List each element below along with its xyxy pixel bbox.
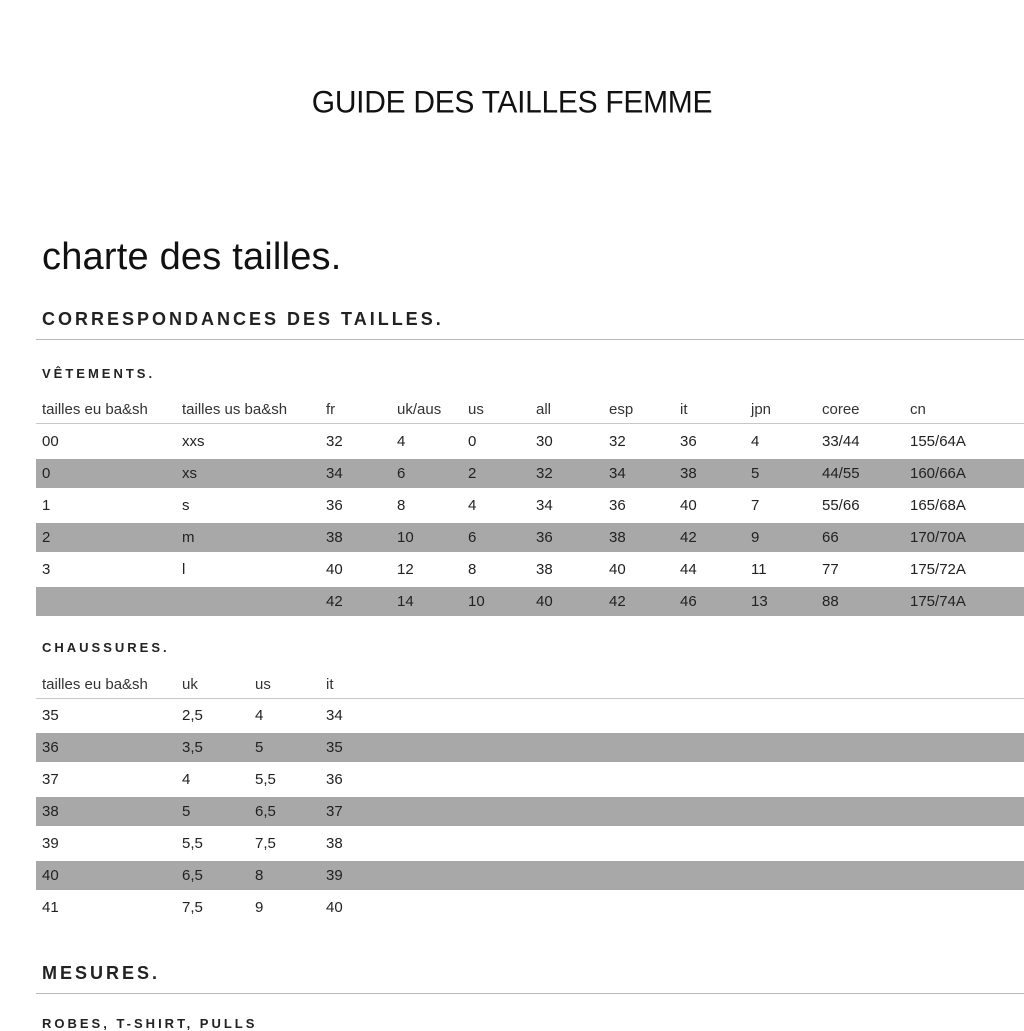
mesures-heading: MESURES.: [42, 963, 161, 983]
chaussures-header-row: [36, 670, 1024, 699]
column-header: tailles us ba&sh: [182, 401, 288, 418]
table-cell: 12: [397, 561, 414, 578]
table-cell: 40: [680, 497, 697, 514]
table-cell: 36: [42, 739, 59, 756]
table-cell: 3: [42, 561, 51, 578]
column-header: us: [468, 401, 484, 418]
table-cell: 6: [468, 529, 477, 546]
table-cell: 39: [42, 835, 59, 852]
table-cell: 38: [680, 465, 697, 482]
table-cell: 40: [536, 593, 553, 610]
table-cell: 40: [609, 561, 626, 578]
table-cell: 160/66A: [910, 465, 966, 482]
table-cell: 1: [42, 497, 51, 514]
table-row: [36, 427, 1024, 456]
table-row: [36, 701, 1024, 730]
table-cell: 2,5: [182, 707, 203, 724]
column-header: all: [536, 401, 552, 418]
table-row: [36, 459, 1024, 488]
table-cell: 40: [326, 899, 343, 916]
table-cell: 77: [822, 561, 839, 578]
table-row: [36, 523, 1024, 552]
table-cell: 39: [326, 867, 343, 884]
header-divider: [36, 423, 1024, 424]
table-cell: 7: [751, 497, 760, 514]
table-cell: 6: [397, 465, 406, 482]
table-cell: 35: [42, 707, 59, 724]
table-cell: 33/44: [822, 433, 860, 450]
column-header: coree: [822, 401, 860, 418]
table-cell: 55/66: [822, 497, 860, 514]
table-cell: 170/70A: [910, 529, 966, 546]
table-cell: m: [182, 529, 195, 546]
table-cell: 44: [680, 561, 697, 578]
table-row: [36, 797, 1024, 826]
table-cell: l: [182, 561, 186, 578]
table-cell: 37: [326, 803, 343, 820]
table-cell: 37: [42, 771, 59, 788]
table-cell: 5,5: [255, 771, 276, 788]
table-cell: 40: [326, 561, 343, 578]
table-cell: 38: [536, 561, 553, 578]
table-cell: 10: [397, 529, 414, 546]
table-cell: 5,5: [182, 835, 203, 852]
header-divider: [36, 698, 1024, 699]
table-cell: 35: [326, 739, 343, 756]
table-cell: 36: [609, 497, 626, 514]
table-cell: 38: [326, 835, 343, 852]
table-cell: 4: [751, 433, 760, 450]
table-cell: 0: [468, 433, 477, 450]
column-header: tailles eu ba&sh: [42, 401, 148, 418]
table-cell: 36: [680, 433, 697, 450]
table-cell: 7,5: [182, 899, 203, 916]
table-cell: 34: [326, 465, 343, 482]
table-cell: 32: [609, 433, 626, 450]
table-cell: 5: [751, 465, 760, 482]
table-cell: 42: [680, 529, 697, 546]
table-row: [36, 733, 1024, 762]
table-row: [36, 765, 1024, 794]
table-cell: 0: [42, 465, 51, 482]
table-cell: 34: [609, 465, 626, 482]
robes-heading-cut: ROBES, T-SHIRT, PULLS: [42, 1016, 258, 1031]
mesures-divider: [36, 993, 1024, 994]
vetements-heading: VÊTEMENTS.: [42, 366, 156, 381]
column-header: it: [680, 401, 688, 418]
table-cell: 38: [42, 803, 59, 820]
table-row: [36, 861, 1024, 890]
table-cell: 8: [468, 561, 477, 578]
table-cell: 42: [609, 593, 626, 610]
table-cell: 38: [326, 529, 343, 546]
table-cell: 36: [326, 497, 343, 514]
table-cell: 40: [42, 867, 59, 884]
column-header: tailles eu ba&sh: [42, 676, 148, 693]
table-cell: 5: [255, 739, 264, 756]
column-header: uk/aus: [397, 401, 442, 418]
table-cell: 32: [326, 433, 343, 450]
table-cell: 3,5: [182, 739, 203, 756]
correspondances-heading: CORRESPONDANCES DES TAILLES.: [42, 309, 444, 329]
table-row: [36, 893, 1024, 922]
table-cell: 30: [536, 433, 553, 450]
vetements-header-row: [36, 395, 1024, 424]
column-header: cn: [910, 401, 926, 418]
table-cell: 00: [42, 433, 59, 450]
table-cell: 175/74A: [910, 593, 966, 610]
table-cell: 88: [822, 593, 839, 610]
table-cell: 7,5: [255, 835, 276, 852]
chart-title: charte des tailles.: [42, 236, 342, 278]
table-row: [36, 491, 1024, 520]
table-row: [36, 829, 1024, 858]
table-cell: 34: [536, 497, 553, 514]
table-cell: 165/68A: [910, 497, 966, 514]
table-cell: 42: [326, 593, 343, 610]
column-header: us: [255, 676, 271, 693]
table-cell: 155/64A: [910, 433, 966, 450]
table-cell: 6,5: [182, 867, 203, 884]
table-cell: 11: [751, 561, 767, 578]
table-cell: 2: [468, 465, 477, 482]
table-cell: 9: [255, 899, 264, 916]
table-cell: 4: [468, 497, 477, 514]
table-cell: 5: [182, 803, 191, 820]
table-row: [36, 555, 1024, 584]
guide-title: GUIDE DES TAILLES FEMME: [311, 85, 713, 120]
table-cell: s: [182, 497, 190, 514]
table-cell: 4: [397, 433, 406, 450]
table-cell: 38: [609, 529, 626, 546]
table-cell: 41: [42, 899, 59, 916]
table-cell: 2: [42, 529, 51, 546]
table-cell: 34: [326, 707, 343, 724]
table-cell: 8: [255, 867, 264, 884]
column-header: it: [326, 676, 334, 693]
table-cell: 13: [751, 593, 768, 610]
table-cell: xs: [182, 465, 197, 482]
table-cell: 8: [397, 497, 406, 514]
table-row: [36, 587, 1024, 616]
table-cell: 4: [255, 707, 264, 724]
table-cell: 66: [822, 529, 839, 546]
column-header: uk: [182, 676, 198, 693]
table-cell: 4: [182, 771, 191, 788]
table-cell: 9: [751, 529, 760, 546]
table-cell: 44/55: [822, 465, 860, 482]
table-cell: 36: [326, 771, 343, 788]
table-cell: xxs: [182, 433, 205, 450]
table-cell: 46: [680, 593, 697, 610]
chaussures-heading: CHAUSSURES.: [42, 640, 170, 655]
column-header: esp: [609, 401, 634, 418]
column-header: jpn: [751, 401, 772, 418]
table-cell: 32: [536, 465, 553, 482]
column-header: fr: [326, 401, 336, 418]
table-cell: 36: [536, 529, 553, 546]
table-cell: 175/72A: [910, 561, 966, 578]
table-cell: 14: [397, 593, 414, 610]
table-cell: 10: [468, 593, 485, 610]
section-divider: [36, 339, 1024, 340]
table-cell: 6,5: [255, 803, 276, 820]
